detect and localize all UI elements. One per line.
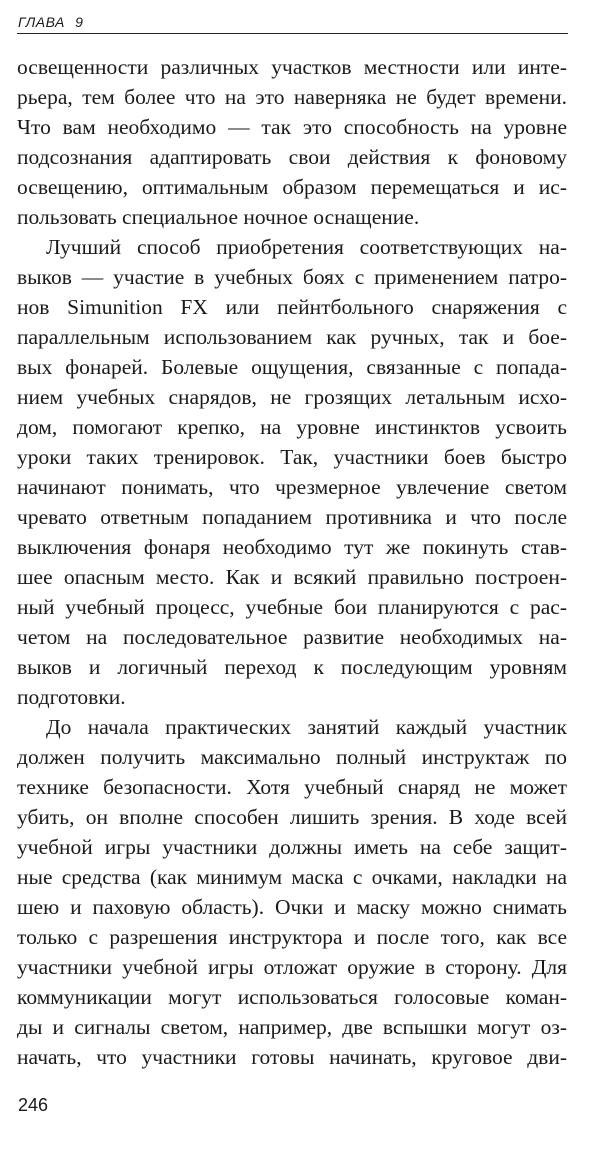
text-line: технике безопасности. Хотя учебный снаряд не может (17, 775, 567, 799)
text-line: пользовать специальное ночное оснащение. (17, 205, 420, 229)
chapter-label: ГЛАВА 9 (18, 14, 84, 30)
page-number: 246 (18, 1095, 49, 1115)
paragraph (17, 52, 567, 232)
running-header (17, 10, 568, 34)
text-line: нием учебных снарядов, не грозящих летальным исхо- (17, 385, 567, 409)
text-line: уроки таких тренировок. Так, участники боев быстро (17, 445, 567, 469)
paragraph (17, 712, 567, 1072)
text-line: должен получить максимально полный инструктаж по (17, 745, 567, 769)
text-line: Что вам необходимо — так это способность на уровне (17, 115, 567, 139)
text-line: убить, он вполне способен лишить зрения. В ходе всей (17, 805, 567, 829)
text-line: ные средства (как минимум маска с очками, накладки на (17, 865, 567, 889)
text-line: освещению, оптимальным образом перемещаться и ис- (17, 175, 567, 199)
text-line: выков — участие в учебных боях с применением патро- (17, 265, 567, 289)
text-line: начать, что участники готовы начинать, круговое дви- (17, 1045, 567, 1069)
text-line: учебной игры участники должны иметь на себе защит- (17, 835, 567, 859)
text-line: чревато ответным попаданием противника и что после (17, 505, 567, 529)
text-line: только с разрешения инструктора и после того, как все (17, 925, 567, 949)
text-line: ды и сигналы светом, например, две вспышки могут оз- (17, 1015, 567, 1039)
text-line: участники учебной игры отложат оружие в сторону. Для (17, 955, 567, 979)
text-line: коммуникации могут использоваться голосовые коман- (17, 985, 567, 1009)
text-line: рьера, тем более что на это наверняка не будет времени. (17, 85, 567, 109)
text-line: начинают понимать, что чрезмерное увлечение светом (17, 475, 567, 499)
paragraph (17, 232, 567, 712)
text-line: шее опасным место. Как и всякий правильно построен- (17, 565, 567, 589)
text-line: ный учебный процесс, учебные бои планируются с рас- (17, 595, 567, 619)
text-line: Лучший способ приобретения соответствующих на- (46, 235, 567, 259)
text-line: параллельным использованием как ручных, так и бое- (17, 325, 567, 349)
text-line: четом на последовательное развитие необходимых на- (17, 625, 567, 649)
text-line: подсознания адаптировать свои действия к фоновому (17, 145, 567, 169)
text-line: подготовки. (17, 685, 126, 709)
text-line: вых фонарей. Болевые ощущения, связанные с попада- (17, 355, 567, 379)
text-line: До начала практических занятий каждый участник (46, 715, 567, 739)
text-line: шею и паховую область). Очки и маску можно снимать (17, 895, 567, 919)
text-line: выков и логичный переход к последующим уровням (17, 655, 567, 679)
text-line: дом, помогают крепко, на уровне инстинктов усвоить (17, 415, 567, 439)
text-line: освещенности различных участков местности или инте- (17, 55, 567, 79)
text-line: выключения фонаря необходимо тут же покинуть став- (17, 535, 567, 559)
page-body (17, 52, 567, 1072)
text-line: нов Simunition FX или пейнтбольного снаряжения с (17, 295, 567, 319)
